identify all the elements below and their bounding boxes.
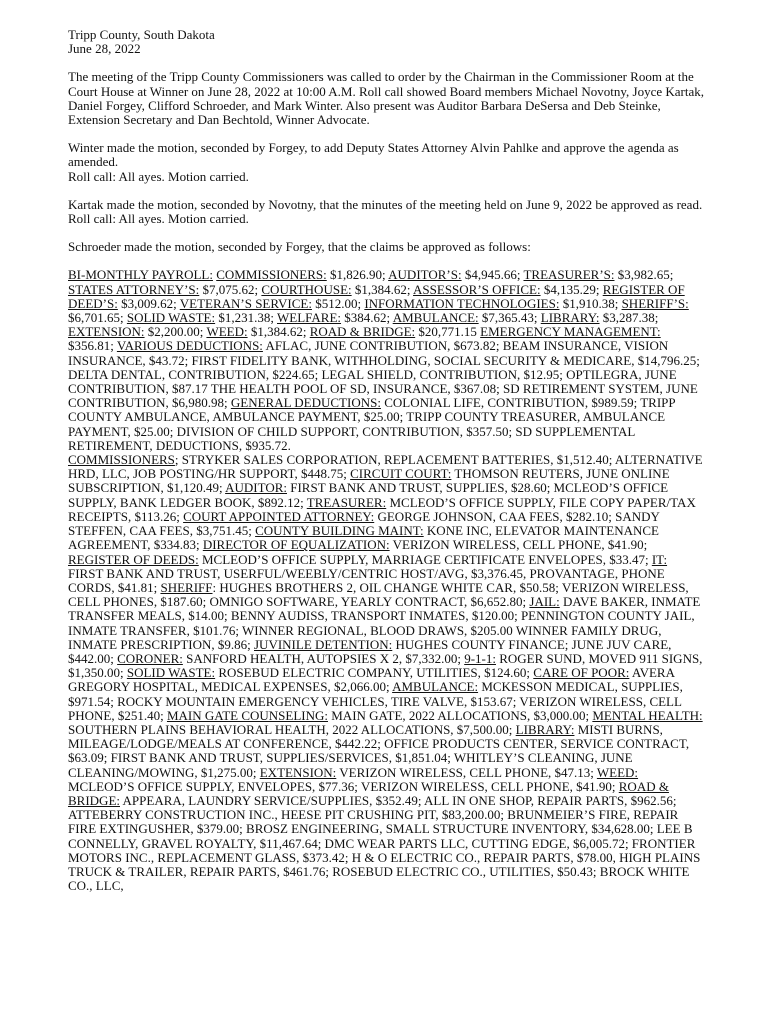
claim-detail: $512.00;	[311, 295, 365, 311]
claim-category-heading: ASSESSOR’S OFFICE:	[413, 281, 541, 297]
claim-category-heading: AMBULANCE:	[392, 310, 479, 326]
claim-detail: MCKESSON MEDICAL, SUPPLIES, $971.54; ROCKY MOUNTAIN EMERGENCY VEHICLES, TIRE VALVE, $153.67; VERIZON WIRELESS, CELL PHONE, $251.40;	[68, 679, 683, 723]
claim-detail: $2,200.00;	[144, 324, 207, 340]
claim-detail: ; STRYKER SALES CORPORATION, REPLACEMENT BATTERIES, $1,512.40; ALTERNATIVE HRD, LLC, JOB POSTING/HR SUPPORT, $448.75;	[68, 452, 703, 482]
claim-detail: ROGER SUND, MOVED 911 SIGNS, $1,350.00;	[68, 650, 703, 681]
claim-category-heading: SOLID WASTE:	[126, 310, 216, 326]
claim-category-heading: COURTHOUSE:	[261, 281, 352, 297]
claim-category-heading: 9-1-1:	[464, 650, 496, 666]
claim-detail: FIRST BANK AND TRUST, SUPPLIES, $28.60; MCLEOD’S OFFICE SUPPLY, BANK LEDGER BOOK, $892.12;	[68, 480, 669, 510]
claim-category-heading: EXTENSION:	[259, 764, 337, 780]
claim-category-heading: IT:	[651, 551, 668, 567]
claim-detail: AVERA GREGORY HOSPITAL, MEDICAL EXPENSES, $2,066.00;	[68, 665, 675, 695]
motion-text: Winter made the motion, seconded by Forgey, to add Deputy States Attorney Alvin Pahlke and approve the agenda as amended.	[68, 140, 679, 170]
claim-category-heading: JAIL:	[529, 594, 560, 610]
claim-detail: MISTI BURNS, MILEAGE/LODGE/MEALS AT CONFERENCE, $442.22; OFFICE PRODUCTS CENTER, SERVICE CONTRACT, $63.09; FIRST BANK AND TRUST, SUPPLIES/SERVICES, $1,851.04; WHITLEY’S CLEANING, JUNE CLEANING/MOWING, $1,275.00;	[68, 721, 690, 780]
claim-category-heading: TREASURER:	[306, 494, 387, 510]
claim-category-heading: EMERGENCY MANAGEMENT:	[480, 324, 661, 340]
claim-detail: APPEARA, LAUNDRY SERVICE/SUPPLIES, $352.49; ALL IN ONE SHOP, REPAIR PARTS, $962.56; ATTEBERRY CONSTRUCTION INC., HEESE PIT CRUSHING PIT, $83,200.00; BRUNMEIER’S FIRE, REPAIR FIRE EXTINGUSHER, $379.00; BROSZ ENGINEERING, SMALL STRUCTURE INVENTORY, $34,628.00; LEE B CONNELLY, GRAVEL ROYALTY, $11,467.64; DMC WEAR PARTS LLC, CUTTING EDGE, $6,005.72; FRONTIER MOTORS INC., REPLACEMENT GLASS, $373.42; H & O ELECTRIC CO., REPAIR PARTS, $78.00, HIGH PLAINS TRUCK & TRAILER, REPAIR PARTS, $461.76; ROSEBUD ELECTRIC CO., UTILITIES, $50.43; BROCK WHITE CO., LLC,	[68, 792, 701, 894]
claim-detail: MCLEOD’S OFFICE SUPPLY, MARRIAGE CERTIFICATE ENVELOPES, $33.47;	[198, 551, 652, 567]
claim-category-heading: SOLID WASTE:	[126, 665, 216, 681]
claim-category-heading: EXTENSION:	[68, 324, 145, 340]
claim-category-heading: COURT APPOINTED ATTORNEY:	[183, 508, 375, 524]
claim-category-heading: COUNTY BUILDING MAINT:	[255, 523, 424, 539]
intro-paragraph: The meeting of the Tripp County Commissioners was called to order by the Chairman in the Commissioner Room at the Court House at Winner on June 28, 2022 at 10:00 A.M. Roll call showed Board members Michael Novotny, Joyce Kartak, Daniel Forgey, Clifford Schroeder, and Mark Winter. Also present was Auditor Barbara DeSersa and Deb Steinke, Extension Secretary and Dan Bechtold, Winner Advocate.	[68, 69, 705, 128]
claim-category-heading: GENERAL DEDUCTIONS:	[230, 395, 381, 411]
claim-detail: SOUTHERN PLAINS BEHAVIORAL HEALTH, 2022 ALLOCATIONS, $7,500.00;	[68, 721, 516, 737]
motion-minutes	[68, 198, 704, 226]
claim-detail: $4,135.29;	[540, 281, 603, 297]
claim-detail: MCLEOD’S OFFICE SUPPLY, ENVELOPES, $77.36; VERIZON WIRELESS, CELL PHONE, $41.90;	[68, 778, 619, 794]
claim-category-heading: AUDITOR:	[225, 480, 287, 496]
claim-category-heading: WEED:	[206, 324, 248, 340]
claim-category-heading: LIBRARY:	[515, 721, 575, 737]
claim-detail: COLONIAL LIFE, CONTRIBUTION, $989.59; TRIPP COUNTY AMBULANCE, AMBULANCE PAYMENT, $25.00; TRIPP COUNTY TREASURER, AMBULANCE PAYMENT, $25.00; DIVISION OF CHILD SUPPORT, CONTRIBUTION, $357.50; SD SUPPLEMENTAL RETIREMENT, DEDUCTIONS, $935.72.	[68, 395, 676, 453]
claim-detail: $384.62;	[341, 310, 393, 326]
claim-detail: $1,826.90;	[326, 267, 389, 283]
motion-agenda	[68, 141, 704, 184]
claim-category-heading: REGISTER OF DEEDS:	[68, 551, 199, 567]
claim-category-heading: WELFARE:	[277, 310, 342, 326]
claim-category-heading: SHERIFF	[160, 579, 213, 595]
claim-detail: GEORGE JOHNSON, CAA FEES, $282.10; SANDY STEFFEN, CAA FEES, $3,751.45;	[68, 508, 660, 539]
claim-detail: VERIZON WIRELESS, CELL PHONE, $41.90;	[389, 537, 648, 553]
claim-detail: AFLAC, JUNE CONTRIBUTION, $673.82; BEAM INSURANCE, VISION INSURANCE, $43.72; FIRST FIDELITY BANK, WITHHOLDING, SOCIAL SECURITY & MEDICARE, $14,796.25; DELTA DENTAL, CONTRIBUTION, $224.65; LEGAL SHIELD, CONTRIBUTION, $12.95; OPTILEGRA, JUNE CONTRIBUTION, $87.17 THE HEALTH POOL OF SD, INSURANCE, $367.08; SD RETIREMENT SYSTEM, JUNE CONTRIBUTION, $6,980.98;	[68, 338, 700, 411]
claim-detail: DAVE BAKER, INMATE TRANSFER MEALS, $14.00; BENNY AUDISS, TRANSPORT INMATES, $120.00; PENNINGTON COUNTY JAIL, INMATE TRANSFER, $101.76; WINNER REGIONAL, BLOOD DRAWS, $205.00 WINNER FAMILY DRUG, INMATE PRESCRIPTION, $9.86;	[68, 594, 701, 652]
claim-category-heading: ROAD & BRIDGE:	[309, 324, 416, 340]
claim-detail: $3,287.38;	[599, 310, 659, 326]
claim-detail: $7,365.43;	[478, 310, 541, 326]
claim-detail: VERIZON WIRELESS, CELL PHONE, $47.13;	[336, 764, 597, 780]
claim-category-heading: COMMISSIONERS:	[216, 267, 327, 283]
claim-category-heading: SHERIFF’S:	[621, 295, 689, 311]
claim-category-heading: VETERAN’S SERVICE:	[179, 295, 312, 311]
claim-detail: ROSEBUD ELECTRIC COMPANY, UTILITIES, $124.60;	[215, 665, 534, 681]
claim-detail: $7,075.62;	[199, 281, 262, 297]
claim-category-heading: AUDITOR’S:	[388, 267, 462, 283]
motion-text: Kartak made the motion, seconded by Novotny, that the minutes of the meeting held on June 9, 2022 be approved as read.	[68, 196, 703, 212]
claim-category-heading: CORONER:	[117, 650, 183, 666]
claim-category-heading: COMMISSIONERS	[68, 452, 175, 468]
claim-category-heading: DIRECTOR OF EQUALIZATION:	[202, 537, 390, 553]
claim-detail: $20,771.15	[415, 324, 481, 340]
claim-category-heading: STATES ATTORNEY’S:	[68, 281, 200, 297]
claim-detail: MAIN GATE, 2022 ALLOCATIONS, $3,000.00;	[328, 707, 593, 723]
claim-category-heading: REGISTER OF DEED’S:	[68, 281, 685, 311]
claims-intro: Schroeder made the motion, seconded by Forgey, that the claims be approved as follows:	[68, 239, 531, 255]
claim-category-heading: MENTAL HEALTH:	[592, 707, 703, 723]
county-heading: Tripp County, South Dakota	[68, 27, 215, 42]
claim-category-heading: INFORMATION TECHNOLOGIES:	[364, 295, 560, 311]
claim-category-heading: VARIOUS DEDUCTIONS:	[116, 338, 263, 354]
claim-category-heading: CARE OF POOR:	[533, 665, 630, 681]
claim-detail: THOMSON REUTERS, JUNE ONLINE SUBSCRIPTION, $1,120.49;	[68, 466, 670, 496]
claim-detail: HUGHES COUNTY FINANCE; JUNE JUV CARE, $442.00;	[68, 636, 672, 666]
claim-detail: $6,701.65;	[68, 310, 127, 326]
claim-detail: $4,945.66;	[461, 267, 524, 283]
claim-category-heading: MAIN GATE COUNSELING:	[166, 707, 328, 723]
motion-result: Roll call: All ayes. Motion carried.	[68, 211, 249, 227]
claim-detail: $1,231.38;	[215, 310, 277, 326]
claim-category-heading: AMBULANCE:	[392, 679, 479, 695]
claim-category-heading: WEED:	[596, 764, 639, 780]
claim-detail: $1,910.38;	[559, 295, 622, 311]
claim-detail: $3,009.62;	[117, 295, 180, 311]
claims-list	[68, 268, 704, 893]
claim-detail: : HUGHES BROTHERS 2, OIL CHANGE WHITE CAR, $50.58; VERIZON WIRELESS, CELL PHONES, $187.60; OMNIGO SOFTWARE, YEARLY CONTRACT, $6,652.80;	[68, 579, 689, 610]
claim-category-heading: CIRCUIT COURT:	[350, 466, 452, 482]
meeting-date: June 28, 2022	[68, 41, 141, 57]
claim-detail: $1,384.62;	[247, 324, 310, 340]
claim-detail: $1,384.62;	[351, 281, 414, 297]
claim-category-heading: LIBRARY:	[540, 310, 600, 326]
claim-detail: FIRST BANK AND TRUST, USERFUL/WEEBLY/CENTRIC HOST/AVG, $3,376.45, PROVANTAGE, PHONE CORDS, $41.81;	[68, 565, 665, 595]
claim-category-heading: TREASURER’S:	[523, 267, 615, 283]
claim-detail: SANFORD HEALTH, AUTOPSIES X 2, $7,332.00;	[182, 650, 465, 666]
claim-detail: $3,982.65;	[614, 267, 674, 283]
claim-detail: $356.81;	[68, 338, 117, 354]
claim-category-heading: JUVINILE DETENTION:	[254, 636, 393, 652]
claim-category-heading: BI-MONTHLY PAYROLL:	[68, 267, 213, 283]
motion-result: Roll call: All ayes. Motion carried.	[68, 168, 249, 184]
claim-detail: MCLEOD’S OFFICE SUPPLY, FILE COPY PAPER/TAX RECEIPTS, $113.26;	[68, 494, 696, 524]
claim-detail: KONE INC, ELEVATOR MAINTENANCE AGREEMENT, $334.83;	[68, 523, 659, 553]
claim-category-heading: ROAD & BRIDGE:	[68, 778, 669, 808]
